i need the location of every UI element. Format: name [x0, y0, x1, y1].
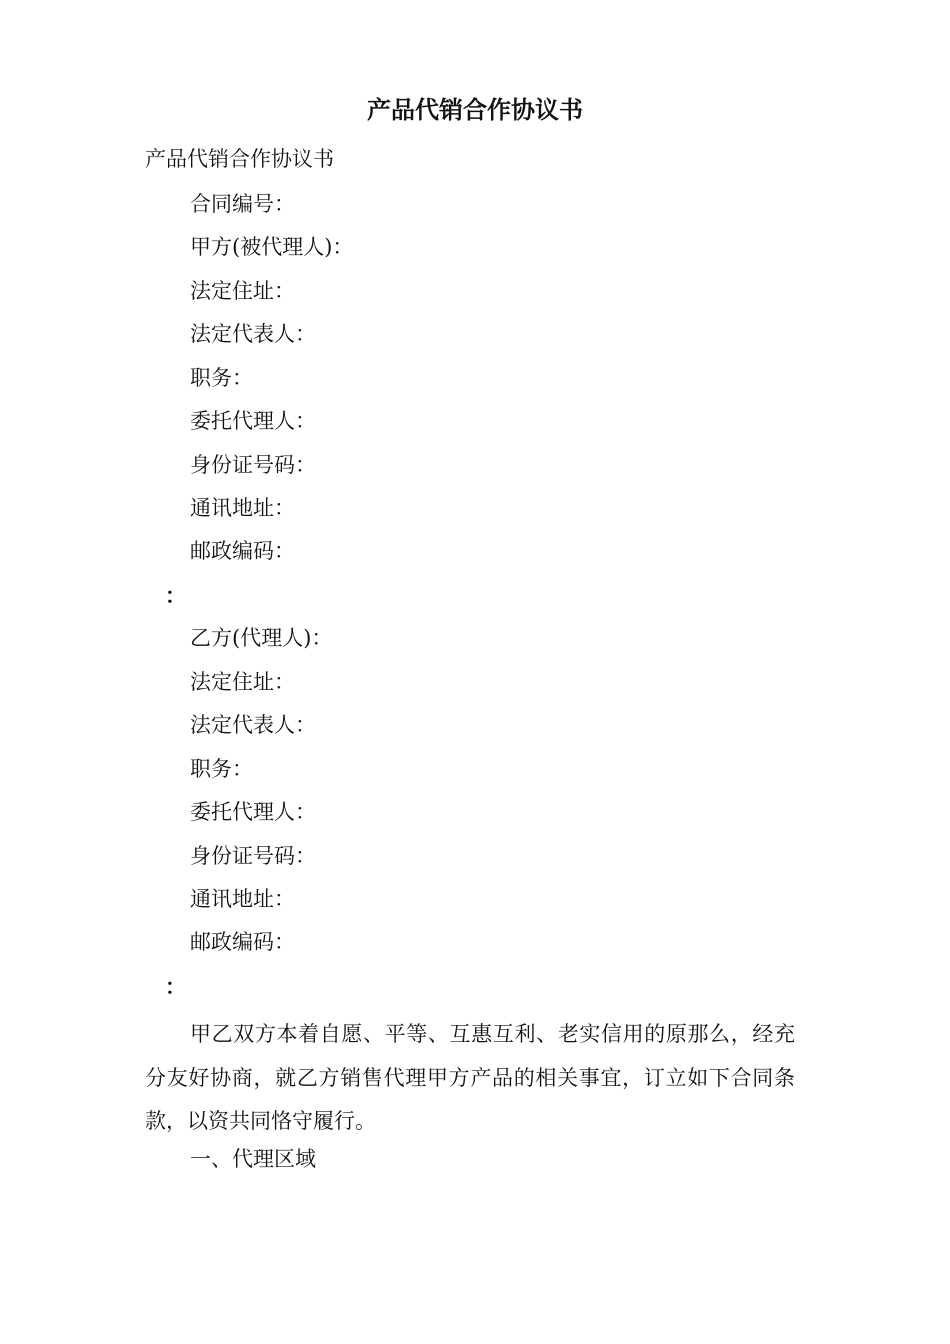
party-a-trailing-colon: ：	[165, 583, 186, 608]
party-a-address-label: 法定住址：	[190, 279, 295, 303]
party-a-heading: 甲方(被代理人)：	[190, 235, 354, 259]
document-title: 产品代销合作协议书	[367, 95, 583, 124]
party-b-postcode-label: 邮政编码：	[190, 930, 295, 954]
party-b-address-label: 法定住址：	[190, 670, 295, 694]
party-b-mail-address-label: 通讯地址：	[190, 887, 295, 911]
party-a-agent-label: 委托代理人：	[190, 409, 316, 433]
party-b-id-label: 身份证号码：	[190, 844, 316, 868]
party-a-id-label: 身份证号码：	[190, 453, 316, 477]
section-1-heading: 一、代理区域	[190, 1147, 316, 1171]
contract-number-label: 合同编号：	[190, 192, 295, 216]
document-subtitle: 产品代销合作协议书	[145, 147, 334, 171]
party-b-agent-label: 委托代理人：	[190, 800, 316, 824]
intro-paragraph: 甲乙双方本着自愿、平等、互惠互利、老实信用的原那么，经充分友好协商，就乙方销售代理甲方产品的相关事宜，订立如下合同条款，以资共同恪守履行。	[145, 1022, 795, 1133]
party-b-legal-rep-label: 法定代表人：	[190, 713, 316, 737]
party-b-heading: 乙方(代理人)：	[190, 626, 333, 650]
party-a-postcode-label: 邮政编码：	[190, 539, 295, 563]
party-a-mail-address-label: 通讯地址：	[190, 496, 295, 520]
party-b-position-label: 职务：	[190, 757, 253, 781]
party-b-trailing-colon: ：	[165, 974, 186, 999]
party-a-legal-rep-label: 法定代表人：	[190, 322, 316, 346]
party-a-position-label: 职务：	[190, 366, 253, 390]
